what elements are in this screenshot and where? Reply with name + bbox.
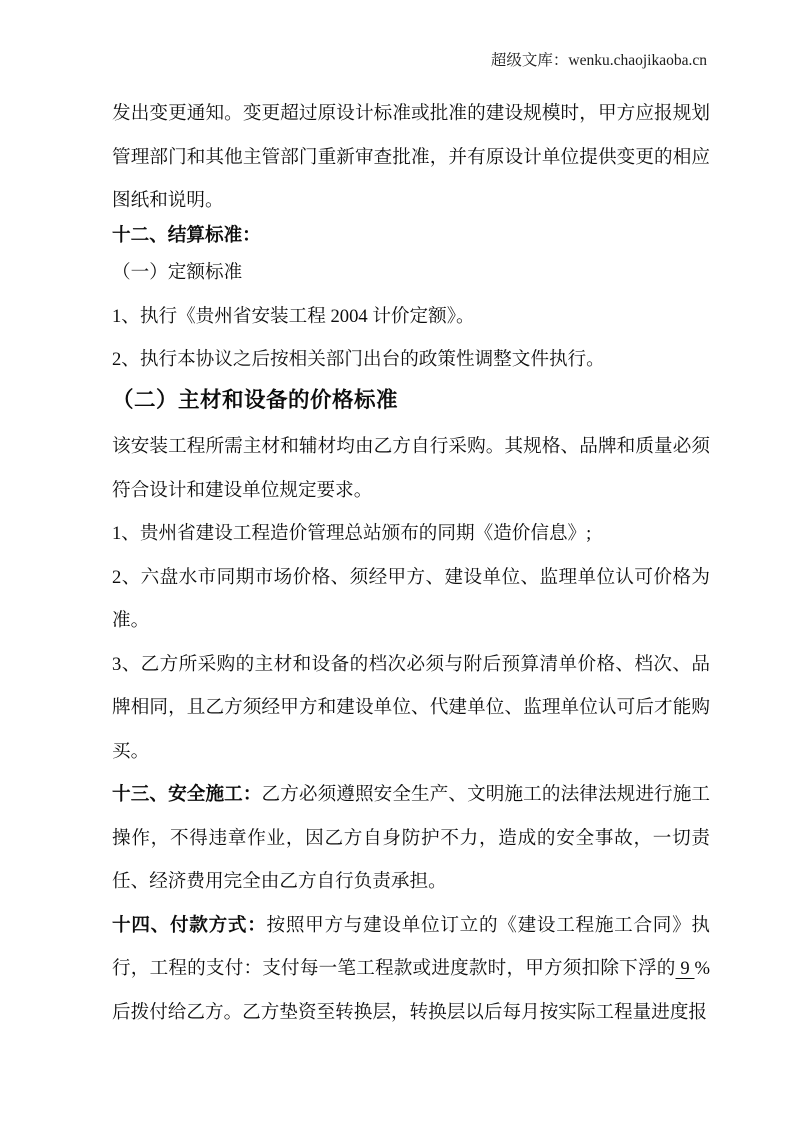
paragraph-sub-item — [112, 251, 710, 295]
paragraph-sub-heading-large — [112, 379, 710, 423]
text-run: 乙方必须遵照安全生产、文明施工的法律法规进行施工操作，不得违章作业，因乙方自身防护不力，造成的安全事故，一切责任、经济费用完全由乙方自行负责承担。 — [112, 784, 710, 892]
paragraph-list-item — [112, 556, 710, 643]
text-run-bold: 十四、付款方式： — [112, 914, 267, 936]
paragraph-body — [112, 904, 710, 1035]
paragraph-list-item — [112, 295, 710, 339]
text-run: %后拨付给乙方。乙方垫资至转换层，转换层以后每月按实际工程量进度报 — [112, 958, 710, 1023]
text-run-underline: 9 — [675, 958, 695, 979]
text-run: 1、执行《贵州省安装工程 2004 计价定额》。 — [112, 305, 475, 327]
text-run: 2、六盘水市同期市场价格、须经甲方、建设单位、监理单位认可价格为准。 — [112, 566, 710, 631]
text-run: 该安装工程所需主材和辅材均由乙方自行采购。其规格、品牌和质量必须符合设计和建设单位规定要求。 — [112, 436, 710, 501]
text-run: 3、乙方所采购的主材和设备的档次必须与附后预算清单价格、档次、品牌相同，且乙方须经甲方和建设单位、代建单位、监理单位认可后才能购买。 — [112, 653, 710, 762]
document-body — [112, 92, 710, 1034]
paragraph-list-item — [112, 643, 710, 774]
text-run: 2、执行本协议之后按相关部门出台的政策性调整文件执行。 — [112, 349, 605, 370]
text-run-bold: 十三、安全施工： — [112, 784, 262, 805]
text-run: （一）定额标准 — [112, 262, 243, 283]
paragraph-list-item — [112, 512, 710, 556]
paragraph-body — [112, 773, 710, 904]
paragraph-list-item — [112, 338, 710, 382]
paragraph-body-first — [112, 425, 710, 512]
text-run: 1、贵州省建设工程造价管理总站颁布的同期《造价信息》; — [112, 523, 592, 544]
text-run-bold: 十二、结算标准： — [112, 224, 261, 246]
watermark-text: 超级文库：wenku.chaojikaoba.cn — [490, 52, 707, 69]
text-run: 发出变更通知。变更超过原设计标准或批准的建设规模时，甲方应报规划管理部门和其他主管部门重新审查批准，并有原设计单位提供变更的相应图纸和说明。 — [112, 103, 710, 211]
paragraph-body — [112, 92, 710, 223]
text-run-bold: （二）主材和设备的价格标准 — [112, 387, 399, 412]
text-run: 按照甲方与建设单位订立的《建设工程施工合同》执行，工程的支付：支付每一笔工程款或进度款时，甲方须扣除下浮的 — [112, 914, 710, 979]
